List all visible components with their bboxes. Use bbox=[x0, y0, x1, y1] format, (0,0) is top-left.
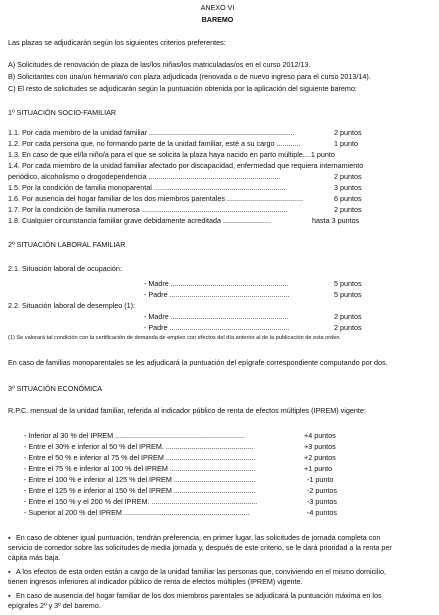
item-1-8-points: hasta 3 puntos bbox=[312, 216, 360, 225]
section1-title: 1º SITUACIÓN SOCIO-FAMILIAR bbox=[8, 108, 117, 117]
sub-2-1-padre: - Padre ............................................................ bbox=[144, 290, 290, 299]
sub-2-2: 2.2. Situación laboral de desempleo (1): bbox=[8, 301, 136, 310]
item-1-5-points: 3 puntos bbox=[334, 183, 362, 192]
sub-2-1: 2.1. Situación laboral de ocupación: bbox=[8, 264, 122, 273]
iprem-row-points: -4 puntos bbox=[307, 508, 337, 517]
bullet-3-line: En caso de ausencia del hogar familiar de los dos miembros parentales se adjudicará la puntuación máxima en los bbox=[16, 591, 382, 600]
item-1-6: 1.6. Por ausencia del hogar familiar de los dos miembros parentales ...................................... bbox=[8, 194, 303, 203]
iprem-row: - Entre el 50 % e inferior al 75 % del IPREM ............................................. bbox=[24, 453, 256, 462]
item-1-6-points: 6 puntos bbox=[334, 194, 362, 203]
item-1-2: 1.2. Por cada persona que, no formando parte de la unidad familiar, esté a su cargo ............ bbox=[8, 139, 301, 148]
iprem-row-points: +1 punto bbox=[304, 464, 333, 473]
sub-2-2-madre-points: 2 puntos bbox=[334, 312, 362, 321]
bullet-marker: ▪ bbox=[8, 591, 11, 600]
footnote: (1) Se valorará tal condición con la certificación de demanda de empleo con efectos del día anterior al de la publicación de esta orden. bbox=[8, 335, 342, 341]
item-1-1: 1.1. Por cada miembro de la unidad familiar ......................................................................... bbox=[8, 128, 295, 137]
sub-2-1-madre: - Madre ........................................................... bbox=[144, 279, 289, 288]
iprem-row: - Entre el 100 % e inferior al 125 % del IPREM ......................................... bbox=[24, 475, 256, 484]
iprem-row-points: -1 punto bbox=[307, 475, 334, 484]
item-1-5: 1.5. Por la condición de familia monoparental .................................................................. bbox=[8, 183, 286, 192]
sub-2-1-padre-points: 5 puntos bbox=[334, 290, 362, 299]
item-1-3: 1.3. En caso de que el/la niño/a para el que se solicita la plaza haya nacido en parto múltiple....1 punto bbox=[8, 150, 335, 159]
iprem-row: - Entre el 125 % e inferior al 150 % del IPREM ......................................... bbox=[24, 486, 256, 495]
iprem-row-points: +2 puntos bbox=[304, 453, 336, 462]
item-1-4: 1.4. Por cada miembro de la unidad familiar afectado por discapacidad, enfermedad que requiera internamiento bbox=[8, 161, 364, 170]
iprem-row: - Inferior al 30 % del IPREM ................................................................. bbox=[24, 431, 245, 440]
item-1-7-points: 2 puntos bbox=[334, 205, 362, 214]
iprem-row: - Entre el 75 % e inferior al 100 % del IPREM ........................................... bbox=[24, 464, 256, 473]
sub-2-2-madre: - Madre ........................................................... bbox=[144, 312, 289, 321]
iprem-row: - Entre el 150 % y el 200 % del IPREM. ..................................................... bbox=[24, 497, 258, 506]
iprem-row-points: -2 puntos bbox=[307, 486, 337, 495]
section3-intro: R.P.C. mensual de la unidad familiar, referida al indicador público de renta de efectos múltiples (IPREM) vigente: bbox=[8, 406, 366, 415]
iprem-row-points: +4 puntos bbox=[304, 431, 336, 440]
sub-2-2-padre-points: 2 puntos bbox=[334, 323, 362, 332]
intro-text: Las plazas se adjudicarán según los siguientes criterios preferentes: bbox=[8, 38, 226, 47]
sub-2-1-madre-points: 5 puntos bbox=[334, 279, 362, 288]
bullet-1-line: servicio de comedor sobre las solicitudes de media jornada y, después de este criterio, se le dará prioridad a la renta per bbox=[8, 543, 392, 552]
bullet-marker: ▪ bbox=[8, 567, 11, 576]
annex-label: ANEXO VI bbox=[200, 3, 235, 12]
item-1-7: 1.7. Por la condición de familia numerosa ......................................................................... bbox=[8, 205, 288, 214]
iprem-row-points: +3 puntos bbox=[304, 442, 336, 451]
iprem-row: - Superior al 200 % del IPREM ............................................................... bbox=[24, 508, 250, 517]
section2-title: 2º SITUACIÓN LABORAL FAMILIAR bbox=[8, 240, 126, 249]
bullet-2-line: tienen ingresos inferiores al indicador público de renta de efectos múltiples (IPREM) vigente. bbox=[8, 577, 303, 586]
criterion-b: B) Solicitantes con una/un hermana/o con plaza adjudicada (renovada o de nuevo ingreso para el curso 2013/14). bbox=[8, 72, 371, 81]
bullet-1-line: cápita más baja. bbox=[8, 553, 61, 562]
criterion-c: C) El resto de solicitudes se adjudicarán según la puntuación obtenida por la aplicación del siguiente baremo: bbox=[8, 84, 357, 93]
item-1-8: 1.8. Cualquier circunstancia familiar grave debidamente acreditada ........................ bbox=[8, 216, 271, 225]
bullet-2-line: A los efectos de esta orden están a cargo de la unidad familiar las personas que, conviviendo en el mismo domicilio, bbox=[16, 567, 386, 576]
item-1-1-points: 2 puntos bbox=[334, 128, 362, 137]
bullet-marker: ▪ bbox=[8, 533, 11, 542]
section3-title: 3º SITUACIÓN ECONÓMICA bbox=[8, 384, 103, 393]
monoparental-note: En caso de familias monoparentales se les adjudicará la puntuación del epígrafe correspondiente computando por dos. bbox=[8, 358, 388, 367]
criterion-a: A) Solicitudes de renovación de plaza de las/los niñas/los matriculadas/os en el curso 2012/13. bbox=[8, 60, 311, 69]
item-1-4-cont: periódico, alcoholismo o drogodependencia .................................................................. bbox=[8, 172, 281, 181]
page-title: BAREMO bbox=[201, 15, 234, 24]
bullet-1-line: En caso de obtener igual puntuación, tendrán preferencia, en primer lugar, las solicitudes de jornada completa con bbox=[16, 533, 381, 542]
sub-2-2-padre: - Padre ............................................................ bbox=[144, 323, 290, 332]
iprem-row-points: -3 puntos bbox=[307, 497, 337, 506]
iprem-row: - Entre el 30% e inferior al 50 % del IPREM. ............................................ bbox=[24, 442, 254, 451]
bullet-3-line: epígrafes 2º y 3º del baremo. bbox=[8, 601, 101, 610]
item-1-2-points: 1 punto bbox=[334, 139, 358, 148]
item-1-4-points: 2 puntos bbox=[334, 172, 362, 181]
